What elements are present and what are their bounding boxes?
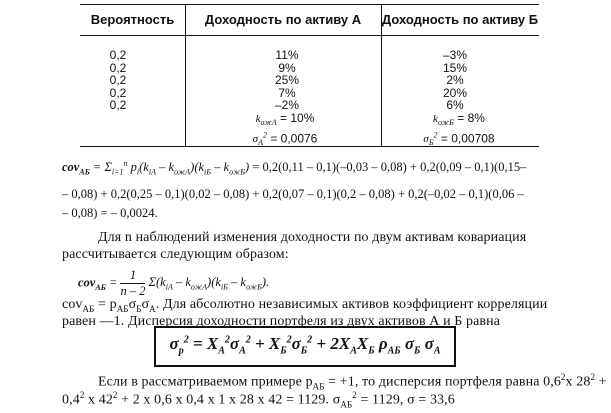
table-cell: 0,2 xyxy=(109,48,127,62)
table-cell: 20% xyxy=(442,85,468,100)
paragraph-3-line1: Если в рассматриваемом примере $р_{АБ} = +1$, то дисперсия портфеля равна $0,6^2х$ $28^2$ + xyxy=(98,372,607,392)
probability-column xyxy=(100,49,136,112)
table-cell: 9% xyxy=(278,60,296,75)
covariance-formula-line3: – 0,08) = – 0,0024. xyxy=(62,206,158,220)
table-cell: –3% xyxy=(442,48,468,62)
table-cell: 15% xyxy=(442,60,468,75)
asset-b-summary xyxy=(394,112,524,150)
table-cell: 11% xyxy=(275,48,299,62)
paragraph-2-line1: $cov_{АБ} = р_{АБ}\sigma_Б\sigma_А$. Для абсолютно независимых активов коэффициент корреляции xyxy=(62,297,548,314)
table-cell: 0,2 xyxy=(109,73,127,87)
table-top-rule xyxy=(80,4,539,5)
expected-return-b: $k_{ожБ} = 8\%$ xyxy=(433,111,485,128)
paragraph-2-line2: равен —1. Дисперсия доходности портфеля из двух активов А и Б равна xyxy=(62,314,501,329)
table-cell: 0,2 xyxy=(109,98,127,112)
table-cell: –2% xyxy=(274,98,300,112)
asset-a-column xyxy=(262,49,312,112)
asset-a-summary xyxy=(220,112,350,150)
variance-b: $\sigma_Б^2 = 0,00708$ xyxy=(423,130,495,148)
paragraph-1-line2: рассчитывается следующим образом: xyxy=(62,247,289,262)
asset-b-column xyxy=(430,49,480,112)
header-asset-b: Доходность по активу Б xyxy=(381,12,539,27)
expected-return-a: $k_{ожА} = 10\%$ xyxy=(255,111,315,128)
table-cell: 6% xyxy=(446,98,464,112)
portfolio-variance-formula: $\sigma_p^2 = X_А^2\sigma_А^2 + X_Б^2\sigma_Б^2 + 2X_АX_Б$ $\rho_{АБ}$ $\sigma_Б$ $\sigma_А$ xyxy=(169,334,441,357)
header-asset-a: Доходность по активу А xyxy=(204,12,362,27)
table-cell: 25% xyxy=(274,73,300,87)
paragraph-3-line2: $0,4^2$ х $42^2 + 2$ х 0,6 х 0,4 х 1 х 28 х 42 = 1129. $\sigma_{АБ}^2 = 1129$, σ = 33,6 xyxy=(62,390,455,410)
table-cell: 2% xyxy=(446,73,464,87)
table-cell: 0,2 xyxy=(109,85,127,100)
table-cell: 7% xyxy=(278,85,296,100)
sample-covariance-formula: cov$_{АБ}$ = $\frac{1}{n - 2}$ $\Sigma(k_{iА} - k_{ожА})(k_{iБ} - k_{ожБ})$. xyxy=(78,268,270,298)
covariance-formula-line1: $cov_{АБ} = \Sigma_{i=1}^n$ $p_i(k_{iА} - k_{ожА})(k_{iБ} - k_{ожБ}) = 0,2(0,11 - 0,1)(-0,03 - 0,08) + 0,2(0,09 - 0,1)(0,15-$ xyxy=(62,159,527,177)
portfolio-variance-formula-box xyxy=(154,326,456,367)
covariance-formula-line2: – 0,08) + 0,2(0,25 – 0,1)(0,02 – 0,08) + 0,2(0,07 – 0,1)(0,2 – 0,08) + 0,2(–0,02 – 0,1)(0,06 – xyxy=(62,187,524,201)
variance-a: $\sigma_А^2 = 0,0076$ xyxy=(252,130,318,148)
table-header-rule xyxy=(80,35,539,36)
table-cell: 0,2 xyxy=(109,60,127,75)
header-probability: Вероятность xyxy=(90,12,175,27)
returns-table xyxy=(80,4,539,147)
paragraph-1-line1: Для n наблюдений изменения доходности по двум активам ковариация xyxy=(98,230,527,245)
